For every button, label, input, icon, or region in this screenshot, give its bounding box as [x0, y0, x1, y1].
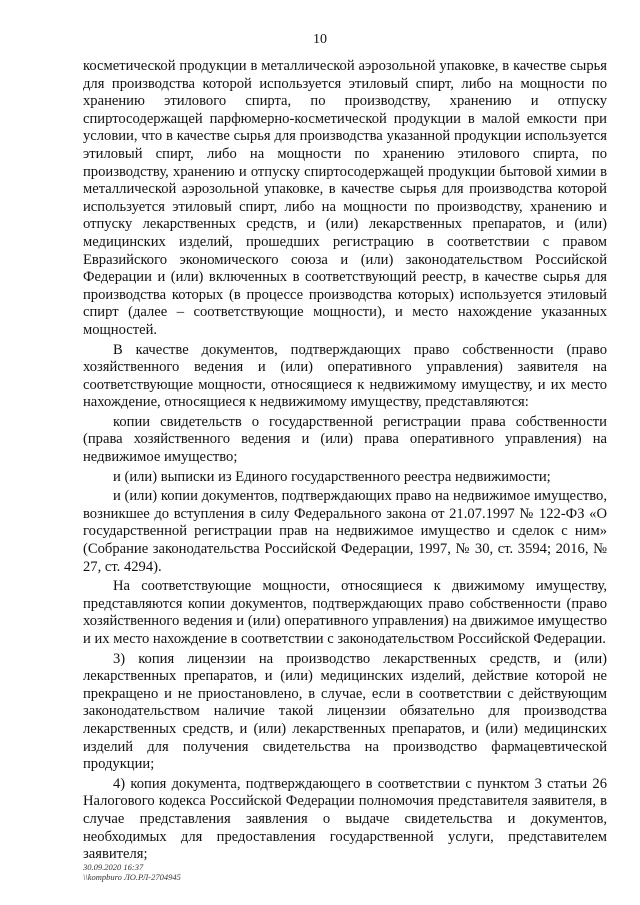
paragraph-movable-property: На соответствующие мощности, относящиеся к движимому имуществу, представляются копии документов, подтверждающих право собственности (право хозяйственного ведения и (или) оперативного управления) на движимое имущество и их место нахождение в соответствии с законодательством Российской Федерации. [83, 578, 607, 647]
page-number: 10 [313, 32, 327, 47]
paragraph-continuation: косметической продукции в металлической аэрозольной упаковке, в качестве сырья для производства которой используется этиловый спирт, либо на мощности по хранению этилового спирта, по производству, хранению и отпуску спиртосодержащей парфюмерно-косметической продукции в малой емкости при условии, что в качестве сырья для производства указанной продукции используется этиловый спирт, либо на мощности по хранению этилового спирта, по производству, хранению и отпуску спиртосодержащей продукции бытовой химии в металлической аэрозольной упаковке, в качестве сырья для производства которой используется этиловый спирт, либо на мощности по производству, хранению и отпуску лекарственных средств, и (или) лекарственных препаратов, и (или) медицинских изделий, прошедших регистрацию в соответствии с правом Евразийского экономического союза и (или) законодательством Российской Федерации и (или) включенных в соответствующий реестр, в качестве сырья для производства которых (в процессе производства которых) используется этиловый спирт (далее – соответствующие мощности), и место нахождение указанных мощностей. [83, 58, 607, 338]
document-body [83, 58, 607, 864]
footer-date: 30.09.2020 16:37 [83, 862, 144, 872]
paragraph-documents-real-estate: В качестве документов, подтверждающих право собственности (право хозяйственного ведения и (или) оперативного управления) заявителя на соответствующие мощности, относящиеся к недвижимому имуществу, и их место нахождение, относящиеся к недвижимому имуществу, представляются: [83, 341, 607, 411]
paragraph-document-copies-law: и (или) копии документов, подтверждающих право на недвижимое имущество, возникшее до вступления в силу Федерального закона от 21.07.1997 № 122-ФЗ «О государственной регистрации прав на недвижимое имущество и сделок с ним» (Собрание законодательства Российской Федерации, 1997, № 30, ст. 3594; 2016, № 27, ст. 4294). [83, 488, 607, 575]
paragraph-registry-extracts: и (или) выписки из Единого государственного реестра недвижимости; [113, 468, 551, 485]
paragraph-item-4-representative: 4) копия документа, подтверждающего в соответствии с пунктом 3 статьи 26 Налогового кодекса Российской Федерации полномочия представителя заявителя, в случае представления заявления о выдаче свидетельства и документов, необходимых для предоставления государственной услуги, представителем заявителя; [83, 775, 607, 863]
footer-stamp [83, 862, 181, 882]
paragraph-item-3-license: 3) копия лицензии на производство лекарственных средств, и (или) лекарственных препаратов, и (или) медицинских изделий, действие которой не прекращено и не приостановлено, в случае, если в соответствии с действующим законодательством наличие такой лицензии обязательно для производства лекарственных средств, и (или) лекарственных препаратов, и (или) медицинских изделий для получения свидетельства на производство фармацевтической продукции; [83, 650, 607, 773]
footer-code: \\kompburo ЛО.РЛ-2704945 [83, 872, 181, 882]
paragraph-certificate-copies: копии свидетельств о государственной регистрации права собственности (права хозяйственного ведения и (или) права оперативного управления) на недвижимое имущество; [83, 413, 607, 466]
